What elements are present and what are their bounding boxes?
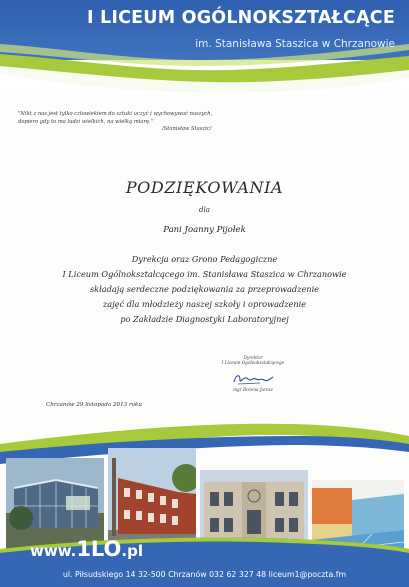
handwritten-signature xyxy=(230,371,276,387)
signature-name: mgr Bożena Jarosz xyxy=(233,387,273,392)
signature-title-2: I Liceum Ogólnokształcącego xyxy=(221,360,285,365)
quote-line-2: dopiero gdy to ma ludzi wielkich, na wielką miarę." xyxy=(18,119,154,125)
header xyxy=(0,0,409,95)
signature-title-1: Dyrektor xyxy=(243,355,263,360)
website-brand: 1LO xyxy=(76,537,122,561)
website-prefix: www. xyxy=(30,542,77,560)
school-name: I LICEUM OGÓLNOKSZTAŁCĄCE xyxy=(87,8,395,28)
letter-title: PODZIĘKOWANIA xyxy=(125,178,284,197)
website-suffix: .pl xyxy=(121,542,143,560)
footer xyxy=(0,418,409,587)
signature-stamp xyxy=(218,355,288,365)
quote-line-1: "Nikt z nas jest tylko człowiekiem do sztuki uczyć i wychowywać naszych, xyxy=(18,111,213,117)
body-line-2: I Liceum Ogólnokształcącego im. Stanisława Staszica w Chrzanowie xyxy=(62,269,347,279)
body-line-5: po Zakładzie Diagnostyki Laboratoryjnej xyxy=(120,314,289,324)
website-address xyxy=(30,537,143,561)
for-word: dla xyxy=(199,206,210,214)
recipient-name: Pani Joanny Pijołek xyxy=(163,225,246,235)
body-line-1: Dyrekcja oraz Grono Pedagogiczne xyxy=(131,254,278,264)
body-line-4: zajęć dla młodzieży naszej szkoły i oprowadzenie xyxy=(102,299,307,309)
school-subtitle: im. Stanisława Staszica w Chrzanowie xyxy=(195,38,395,50)
quote xyxy=(18,110,228,126)
contact-line: ul. Piłsudskiego 14 32-500 Chrzanów 032 62 327 48 liceum1@poczta.fm xyxy=(62,570,347,579)
body-line-3: składają serdeczne podziękowania za przeprowadzenie xyxy=(89,284,320,294)
place-date: Chrzanów 29 listopada 2013 roku xyxy=(46,402,142,408)
quote-author: /Stanisław Staszic/ xyxy=(162,126,212,132)
letter-body xyxy=(0,252,409,327)
